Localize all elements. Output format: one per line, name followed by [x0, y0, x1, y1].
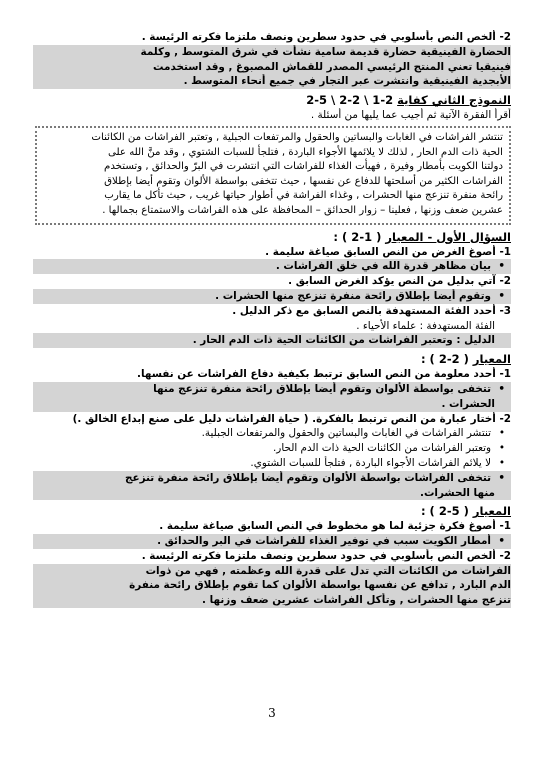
passage-line: دولتنا الكويت بأمطار وفيرة , فهيأت الغذاء للفراشات التي انتشرت في البرّ والحدائق , وتستخدم — [104, 161, 503, 173]
passage-line: الحية ذات الدم الحار , لذلك لا يلائمها الأجواء الباردة , فتلجأ للسبات الشتوي , وقد منَّ الله على — [108, 146, 503, 158]
question-1-heading — [33, 229, 511, 245]
summary-answer-line: تنزعج منها الحشرات , وتأكل الفراشات عشرين ضعف وزنها . — [33, 593, 511, 608]
answer-line: الفئة المستهدفة : علماء الأحياء . — [356, 319, 495, 332]
question-2-items — [33, 367, 511, 500]
question-3-code: ( 5-2 ) : — [420, 504, 469, 519]
page-number: 3 — [268, 706, 276, 720]
document-page — [33, 30, 511, 608]
question-1-code: ( 1-2 ) : — [333, 229, 382, 244]
answer-line: • تتخفى بواسطة الألوان وتقوم أيضا بإطلاق رائحة منفرة تنزعج منها — [33, 382, 511, 397]
model-2-codes: 2-1 \ 2-2 \ 5-2 — [306, 93, 394, 108]
reading-passage-box — [35, 126, 511, 225]
bullet-item: • تتخفى الفراشات بواسطة الألوان وتقوم أيضا بإطلاق رائحة منفرة تنزعج — [33, 471, 511, 486]
passage-line: عشرين ضعف وزنها , فعلينا – زوار الحدائق – المحافظة على هذه الفراشات والاستمتاع بجمالها . — [102, 204, 503, 216]
question-3-items — [33, 519, 511, 608]
top-answer-line: فينيقيا تعني المنتج الرئيسي المصدر للقماش المصبوغ , وقد استخدمت — [153, 60, 511, 73]
passage-line: رائحة منفرة تنزعج منها الحشرات , وغذاء الفراشة في أطوار حياتها غريب , حيث تأكل ما يقارب — [104, 190, 503, 202]
answer-line: • بيان مظاهر قدرة الله في خلق الفراشات . — [33, 259, 511, 274]
answer-continuation: منها الحشرات. — [33, 486, 511, 501]
question-1-title: السؤال الأول - المعيار — [385, 229, 511, 244]
question-line: 1- أحدد معلومة من النص السابق ترتبط بكيفية دفاع الفراشات عن نفسها. — [137, 368, 511, 381]
bullet-item: • لا يلائم الفراشات الأجواء الباردة , فتلجأ للسبات الشتوي. — [33, 456, 511, 471]
answer-line: • وتقوم أيضا بإطلاق رائحة منفرة تنزعج منها الحشرات . — [33, 289, 511, 304]
evidence-line: الدليل : وتعتبر الفراشات من الكائنات الحية ذات الدم الحار . — [33, 333, 511, 348]
summary-answer-line: الدم البارد , تدافع عن نفسها بواسطة الألوان كما تقوم بإطلاق رائحة منفرة — [33, 578, 511, 593]
question-line: 2- آتي بدليل من النص يؤكد الغرض السابق . — [288, 275, 511, 288]
summary-answer-line: الفراشات من الكائنات التي تدل على قدرة الله وعظمته , فهي من ذوات — [33, 564, 511, 579]
question-2-heading — [33, 351, 511, 367]
bullet-item: • وتعتبر الفراشات من الكائنات الحية ذات الدم الحار. — [33, 441, 511, 456]
question-1-items — [33, 245, 511, 349]
top-answer-block — [33, 45, 511, 89]
question-line: 3- أحدد الفئة المستهدفة بالنص السابق مع ذكر الدليل . — [232, 304, 511, 317]
bullet-item: • تنتشر الفراشات في الغابات والبساتين والحقول والمرتفعات الجبلية. — [33, 426, 511, 441]
question-line: 2- أختار عبارة من النص ترتبط بالفكرة. ( حياة الفراشات دليل على صنع إبداع الخالق .) — [72, 412, 511, 425]
question-3-title: المعيار — [472, 504, 511, 519]
top-question-2: 2- ألخص النص بأسلوبي في حدود سطرين ونصف ملتزما فكرته الرئيسة . — [141, 31, 511, 43]
question-2-code: ( 2-2 ) : — [420, 352, 469, 367]
question-line: 1- أصوغ الغرض من النص السابق صياغة سليمة . — [265, 245, 511, 258]
answer-line: • أمطار الكويت سبب في توفير الغذاء للفراشات في البر والحدائق . — [33, 534, 511, 549]
question-2-title: المعيار — [472, 352, 511, 367]
question-3-heading — [33, 503, 511, 519]
model-2-instruction: أقرأ الفقرة الآتية ثم أجيب عما يليها من أسئلة . — [310, 109, 511, 122]
model-2-heading — [33, 92, 511, 108]
answer-continuation: الحشرات . — [33, 397, 511, 412]
top-answer-line: الحضارة الفينيقية حضارة قديمة سامية نشأت في شرق المتوسط , وكلمة — [140, 45, 511, 58]
question-line: 2- ألخص النص بأسلوبي في حدود سطرين ونصف ملتزما فكرته الرئيسة . — [141, 549, 511, 562]
passage-line: تنتشر الفراشات في الغابات والبساتين والحقول والمرتفعات الجبلية , وتعتبر الفراشات من الكائنات — [91, 131, 503, 143]
model-2-title: النموذج الثاني كفاية — [397, 93, 511, 108]
passage-line: الفراشات الكثير من أسلحتها للدفاع عن نفسها , حيث تتخفى بواسطة الألوان وتقوم أيضا بإطلاق — [104, 175, 503, 187]
top-answer-line: الأبجدية الفينيقية وانتشرت عبر التجار في جميع أنحاء المتوسط . — [183, 75, 511, 88]
question-line: 1- أصوغ فكرة جزئية لما هو مخطوط في النص السابق صياغة سليمة . — [159, 520, 511, 533]
